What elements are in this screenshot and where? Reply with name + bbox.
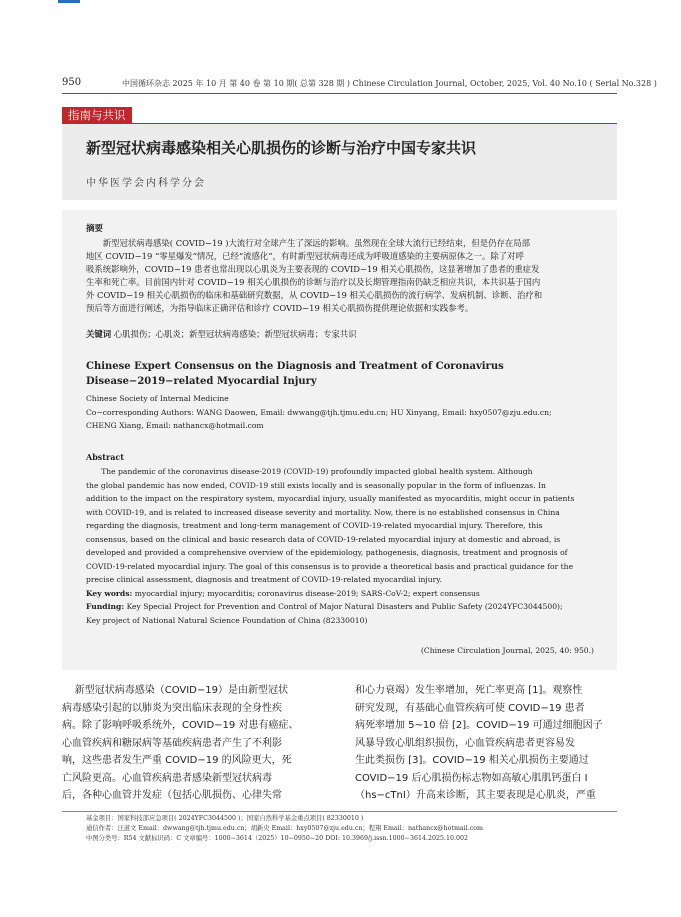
abstract-en-line: COVID-19-related myocardial injury. The goal of this consensus is to provide a theoretical basis and practical guidance for the bbox=[86, 561, 574, 571]
citation: (Chinese Circulation Journal, 2025, 40: 950.) bbox=[420, 646, 594, 655]
page-number: 950 bbox=[62, 77, 82, 88]
corresponding-line: Co−corresponding Authors: WANG Daowen, Email: dwwang@tjh.tjmu.edu.cn; HU Xinyang, Email: hxy0507@zju.edu.cn; bbox=[86, 407, 552, 417]
keywords-en bbox=[86, 587, 594, 601]
footnote-line: 通信作者：汪道文 Email：dwwang@tjh.tjmu.edu.cn；胡新央 Email：hxy0507@zju.edu.cn；程翔 Email：nathancx@hotmail.com bbox=[86, 825, 484, 832]
abstract-en-line: developed and provided a comprehensive overview of the epidemiology, pathogenesis, diagnosis, treatment and prognosis of bbox=[86, 548, 568, 557]
header-rule bbox=[62, 93, 617, 94]
body-line: 病毒感染引起的以肺炎为突出临床表现的全身性疾 bbox=[62, 702, 282, 714]
body-line: 研究发现，有基础心血管疾病可使 COVID−19 患者 bbox=[355, 702, 585, 714]
body-line: COVID−19 后心肌损伤标志物如高敏心肌肌钙蛋白 I bbox=[355, 772, 588, 784]
body-line: （hs−cTnI）升高来诊断，其主要表现是心肌炎，严重 bbox=[355, 790, 596, 801]
body-line: 响，这些患者发生严重 COVID−19 的风险更大，死 bbox=[62, 755, 292, 766]
title-english: Chinese Expert Consensus on the Diagnosis and Treatment of Coronavirus Disease−2019−related Myocardial Injury bbox=[86, 361, 504, 387]
keywords-cn bbox=[86, 328, 594, 341]
title-chinese: 新型冠状病毒感染相关心肌损伤的诊断与治疗中国专家共识 bbox=[86, 139, 477, 157]
abstract-en-line: the global pandemic has now ended, COVID-19 still exists locally and is seasonally popular in the form of influenzas. In bbox=[86, 480, 546, 490]
abstract-en-body bbox=[86, 465, 594, 627]
abstract-en-line: with COVID-19, and is related to increased disease severity and mortality. Now, there is no established consensus in China bbox=[86, 507, 560, 517]
body-column-right bbox=[355, 682, 605, 805]
abstract-cn-line: 外 COVID−19 相关心肌损伤的临床和基础研究数据，从 COVID−19 相关心肌损伤的流行病学、发病机制、诊断、治疗和 bbox=[86, 290, 543, 300]
funding-en-line: Key project of National Natural Science Foundation of China (82330010) bbox=[86, 615, 368, 625]
keywords-en-label: Key words: bbox=[86, 588, 133, 598]
body-line: 病死率增加 5~10 倍 [2]。COVID−19 可通过细胞因子 bbox=[355, 720, 603, 731]
keywords-cn-value: 心肌损伤；心肌炎；新型冠状病毒感染；新型冠状病毒；专家共识 bbox=[113, 329, 357, 339]
footnote-line: 基金项目：国家科技部应急项目( 2024YFC3044500 )；国家自然科学基金重点项目( 82330010 ) bbox=[86, 815, 364, 822]
corresponding-line: CHENG Xiang, Email: nathancx@hotmail.com bbox=[86, 421, 264, 430]
abstract-en-line: addition to the impact on the respiratory system, myocardial injury, usually manifested as myocarditis, might occur in patients bbox=[86, 494, 575, 503]
body-column-left bbox=[62, 682, 312, 805]
body-line: 病。除了影响呼吸系统外，COVID−19 对患有癌症、 bbox=[62, 720, 299, 731]
body-line: 心血管疾病和糖尿病等基础疾病患者产生了不利影 bbox=[62, 737, 282, 749]
top-accent-bar bbox=[58, 0, 80, 3]
body-line: 风暴导致心肌组织损伤，心血管疾病患者更容易发 bbox=[355, 737, 575, 749]
abstract-cn-heading: 摘要 bbox=[86, 224, 104, 234]
abstract-en-line: consensus, based on the clinical and basic research data of COVID-19-related myocardial injury at domestic and abroad, is bbox=[86, 534, 561, 544]
keywords-en-value: myocardial injury; myocarditis; coronavirus disease-2019; SARS-CoV-2; expert consensus bbox=[134, 588, 480, 598]
body-line: 生此类损伤 [3]。COVID−19 相关心肌损伤主要通过 bbox=[355, 755, 589, 766]
abstract-cn-line: 新型冠状病毒感染( COVID−19 )大流行对全球产生了深远的影响。虽然现在全球大流行已经结束，但是仍存在局部 bbox=[102, 238, 531, 248]
abstract-cn-line: 预后等方面进行阐述，为指导临床正确评估和诊疗 COVID−19 相关心肌损伤提供理论依据和实践参考。 bbox=[86, 303, 474, 313]
body-line: 新型冠状病毒感染（COVID−19）是由新型冠状 bbox=[62, 685, 288, 696]
body-line: 和心力衰竭）发生率增加，死亡率更高 [1]。观察性 bbox=[355, 685, 583, 696]
abstract-en-line: precise clinical assessment, diagnosis and treatment of COVID-19-related myocardial injury. bbox=[86, 575, 443, 584]
footnote-rule bbox=[62, 811, 617, 812]
abstract-cn-line: 生率和死亡率。目前国内针对 COVID−19 相关心肌损伤的诊断与治疗以及长期管理指南仍缺乏相应共识，本共识基于国内 bbox=[86, 277, 541, 287]
body-line: 亡风险更高。心血管疾病患者感染新型冠状病毒 bbox=[62, 772, 272, 784]
funding-en bbox=[86, 600, 594, 614]
abstract-cn-body bbox=[86, 237, 594, 315]
footnote-line: 中图分类号：R54 文献标识码：C 文章编号：1000−3614（2025）10−0950−20 DOI: 10.3969/j.issn.1000−3614.2025.10.002 bbox=[86, 835, 469, 842]
abstract-en-line: regarding the diagnosis, treatment and long-term management of COVID-19-related myocardial injury. Therefore, this bbox=[86, 521, 543, 530]
abstract-cn-line: 地区 COVID−19 “零星爆发”情况，已经“流感化”，有时新型冠状病毒还成为呼吸道感染的主要病原体之一。除了对呼 bbox=[86, 251, 524, 261]
author-chinese: 中华医学会内科学分会 bbox=[86, 178, 206, 189]
funding-en-line: Key Special Project for Prevention and Control of Major Natural Disasters and Public Safety (2024YFC3044500); bbox=[126, 602, 563, 611]
abstract-cn-line: 吸系统影响外，COVID−19 患者也常出现以心肌炎为主要表现的 COVID−19 相关心肌损伤，这显著增加了患者的重症发 bbox=[86, 264, 540, 274]
body-line: 后，各种心血管并发症（包括心肌损伤、心律失常 bbox=[62, 790, 282, 801]
footnote bbox=[86, 814, 606, 844]
abstract-en-heading: Abstract bbox=[86, 452, 124, 462]
keywords-cn-label: 关键词 bbox=[86, 329, 112, 339]
abstract-en-line: The pandemic of the coronavirus disease-2019 (COVID-19) profoundly impacted global health system. Although bbox=[101, 467, 533, 476]
author-english: Chinese Society of Internal Medicine bbox=[86, 394, 229, 403]
author-info-english bbox=[86, 392, 606, 433]
funding-en-label: Funding: bbox=[86, 602, 125, 611]
section-tag: 指南与共识 bbox=[62, 107, 132, 123]
journal-header: 中国循环杂志 2025 年 10 月 第 40 卷 第 10 期( 总第 328 期 ) Chinese Circulation Journal, October, 2025, Vol. 40 No.10 ( Serial No.328 ) bbox=[122, 79, 657, 88]
